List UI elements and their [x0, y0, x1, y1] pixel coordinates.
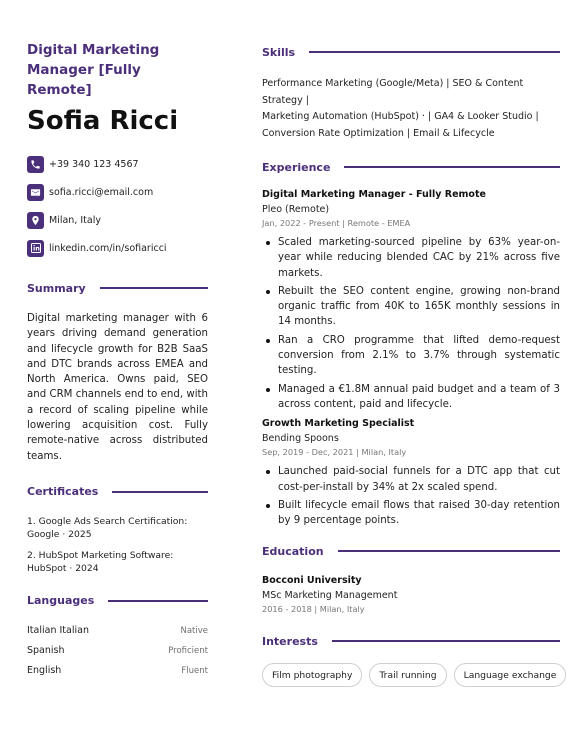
interest-tag: Trail running: [369, 663, 446, 687]
section-divider: [309, 51, 560, 53]
language-level: Proficient: [168, 645, 208, 656]
interest-tag: Film photography: [262, 663, 362, 687]
language-row: [27, 624, 208, 638]
job-company: Bending Spoons: [262, 433, 339, 445]
contact-email-text: sofia.ricci@email.com: [49, 186, 154, 198]
language-list: [27, 624, 208, 678]
summary-title: Summary: [27, 281, 86, 295]
left-column: [27, 40, 208, 684]
summary-heading: [27, 280, 208, 296]
language-row: [27, 664, 208, 678]
contact-phone[interactable]: [27, 155, 208, 173]
right-column: [262, 44, 560, 687]
job-bullet: Rebuilt the SEO content engine, growing non-brand organic traffic from 40K to 165K monthly sessions in 14 months.: [262, 284, 560, 330]
skills-list: [262, 76, 560, 142]
skills-heading: [262, 44, 560, 60]
language-name: English: [27, 665, 62, 677]
job-bullets: [262, 464, 560, 528]
contact-email[interactable]: [27, 183, 208, 201]
languages-title: Languages: [27, 594, 95, 608]
certificates-title: Certificates: [27, 485, 99, 499]
education-heading: [262, 543, 560, 559]
contact-phone-text: +39 340 123 4567: [49, 158, 139, 170]
section-divider: [112, 491, 208, 493]
certificate-item: [27, 515, 208, 541]
section-divider: [332, 640, 560, 642]
certificate-name: 2. HubSpot Marketing Software:: [27, 549, 174, 561]
interests-title: Interests: [262, 634, 318, 648]
job-role-heading: Digital Marketing Manager [Fully Remote]: [27, 42, 160, 98]
languages-heading: [27, 593, 208, 609]
candidate-name: Sofia Ricci: [27, 106, 179, 136]
certificates-heading: [27, 484, 208, 500]
experience-title: Experience: [262, 160, 331, 174]
phone-icon: [27, 156, 44, 173]
contact-location: [27, 211, 208, 229]
certificate-item: [27, 549, 208, 575]
job-entry: [262, 417, 560, 528]
skills-line: Marketing Automation (HubSpot) · | GA4 & Looker Studio |: [262, 111, 539, 122]
skills-line: Conversion Rate Optimization | Email & Lifecycle: [262, 127, 495, 139]
summary-text: Digital marketing manager with 6 years driving demand generation and lifecycle growth for B2B SaaS and DTC brands across EMEA and North America. Owns paid, SEO and CRM channels end to end, with a record of scaling pipeline while lowering acquisition cost. Fully remote-native across distributed teams.: [27, 313, 208, 462]
language-level: Native: [180, 625, 208, 636]
job-bullets: [262, 235, 560, 412]
skills-line: Performance Marketing (Google/Meta) | SEO & Content Strategy |: [262, 78, 524, 106]
interest-tags: [262, 663, 560, 687]
section-divider: [108, 600, 208, 602]
section-divider: [338, 550, 560, 552]
location-pin-icon: [27, 212, 44, 229]
school-name: Bocconi University: [262, 575, 362, 587]
job-title: Growth Marketing Specialist: [262, 418, 415, 430]
certificate-issuer: HubSpot · 2024: [27, 562, 99, 574]
contact-list: [27, 155, 208, 257]
job-bullet: Built lifecycle email flows that raised 30-day retention by 9 percentage points.: [262, 498, 560, 529]
education-entry: [262, 574, 560, 615]
section-divider: [344, 166, 560, 168]
contact-location-text: Milan, Italy: [49, 214, 101, 226]
certificate-name: 1. Google Ads Search Certification:: [27, 515, 188, 527]
job-title: Digital Marketing Manager - Fully Remote: [262, 189, 486, 200]
job-dates: Sep, 2019 - Dec, 2021 | Milan, Italy: [262, 447, 407, 458]
education-dates: 2016 - 2018 | Milan, Italy: [262, 604, 365, 615]
job-bullet: Ran a CRO programme that lifted demo-request conversion from 2.1% to 3.7% through systematic testing.: [262, 333, 560, 379]
job-entry: [262, 188, 560, 412]
contact-linkedin-text: linkedin.com/in/sofiaricci: [49, 242, 167, 254]
language-name: Italian Italian: [27, 625, 89, 637]
skills-title: Skills: [262, 45, 296, 59]
language-name: Spanish: [27, 645, 65, 657]
language-level: Fluent: [181, 665, 208, 676]
job-bullet: Launched paid-social funnels for a DTC app that cut cost-per-install by 34% at 2x scaled spend.: [262, 464, 560, 495]
experience-heading: [262, 159, 560, 175]
job-bullet: Scaled marketing-sourced pipeline by 63% year-on-year while reducing blended CAC by 21% across five markets.: [262, 235, 560, 281]
job-dates: Jan, 2022 - Present | Remote - EMEA: [262, 218, 411, 228]
interests-heading: [262, 633, 560, 649]
job-company: Pleo (Remote): [262, 204, 330, 215]
email-icon: [27, 184, 44, 201]
language-row: [27, 644, 208, 658]
section-divider: [100, 287, 208, 289]
degree-name: MSc Marketing Management: [262, 590, 398, 602]
interest-tag: Language exchange: [454, 663, 567, 687]
certificate-issuer: Google · 2025: [27, 528, 92, 540]
contact-linkedin[interactable]: [27, 239, 208, 257]
education-title: Education: [262, 544, 324, 558]
linkedin-icon: [27, 240, 44, 257]
job-bullet: Managed a €1.8M annual paid budget and a team of 3 across content, paid and lifecycle.: [262, 382, 560, 413]
